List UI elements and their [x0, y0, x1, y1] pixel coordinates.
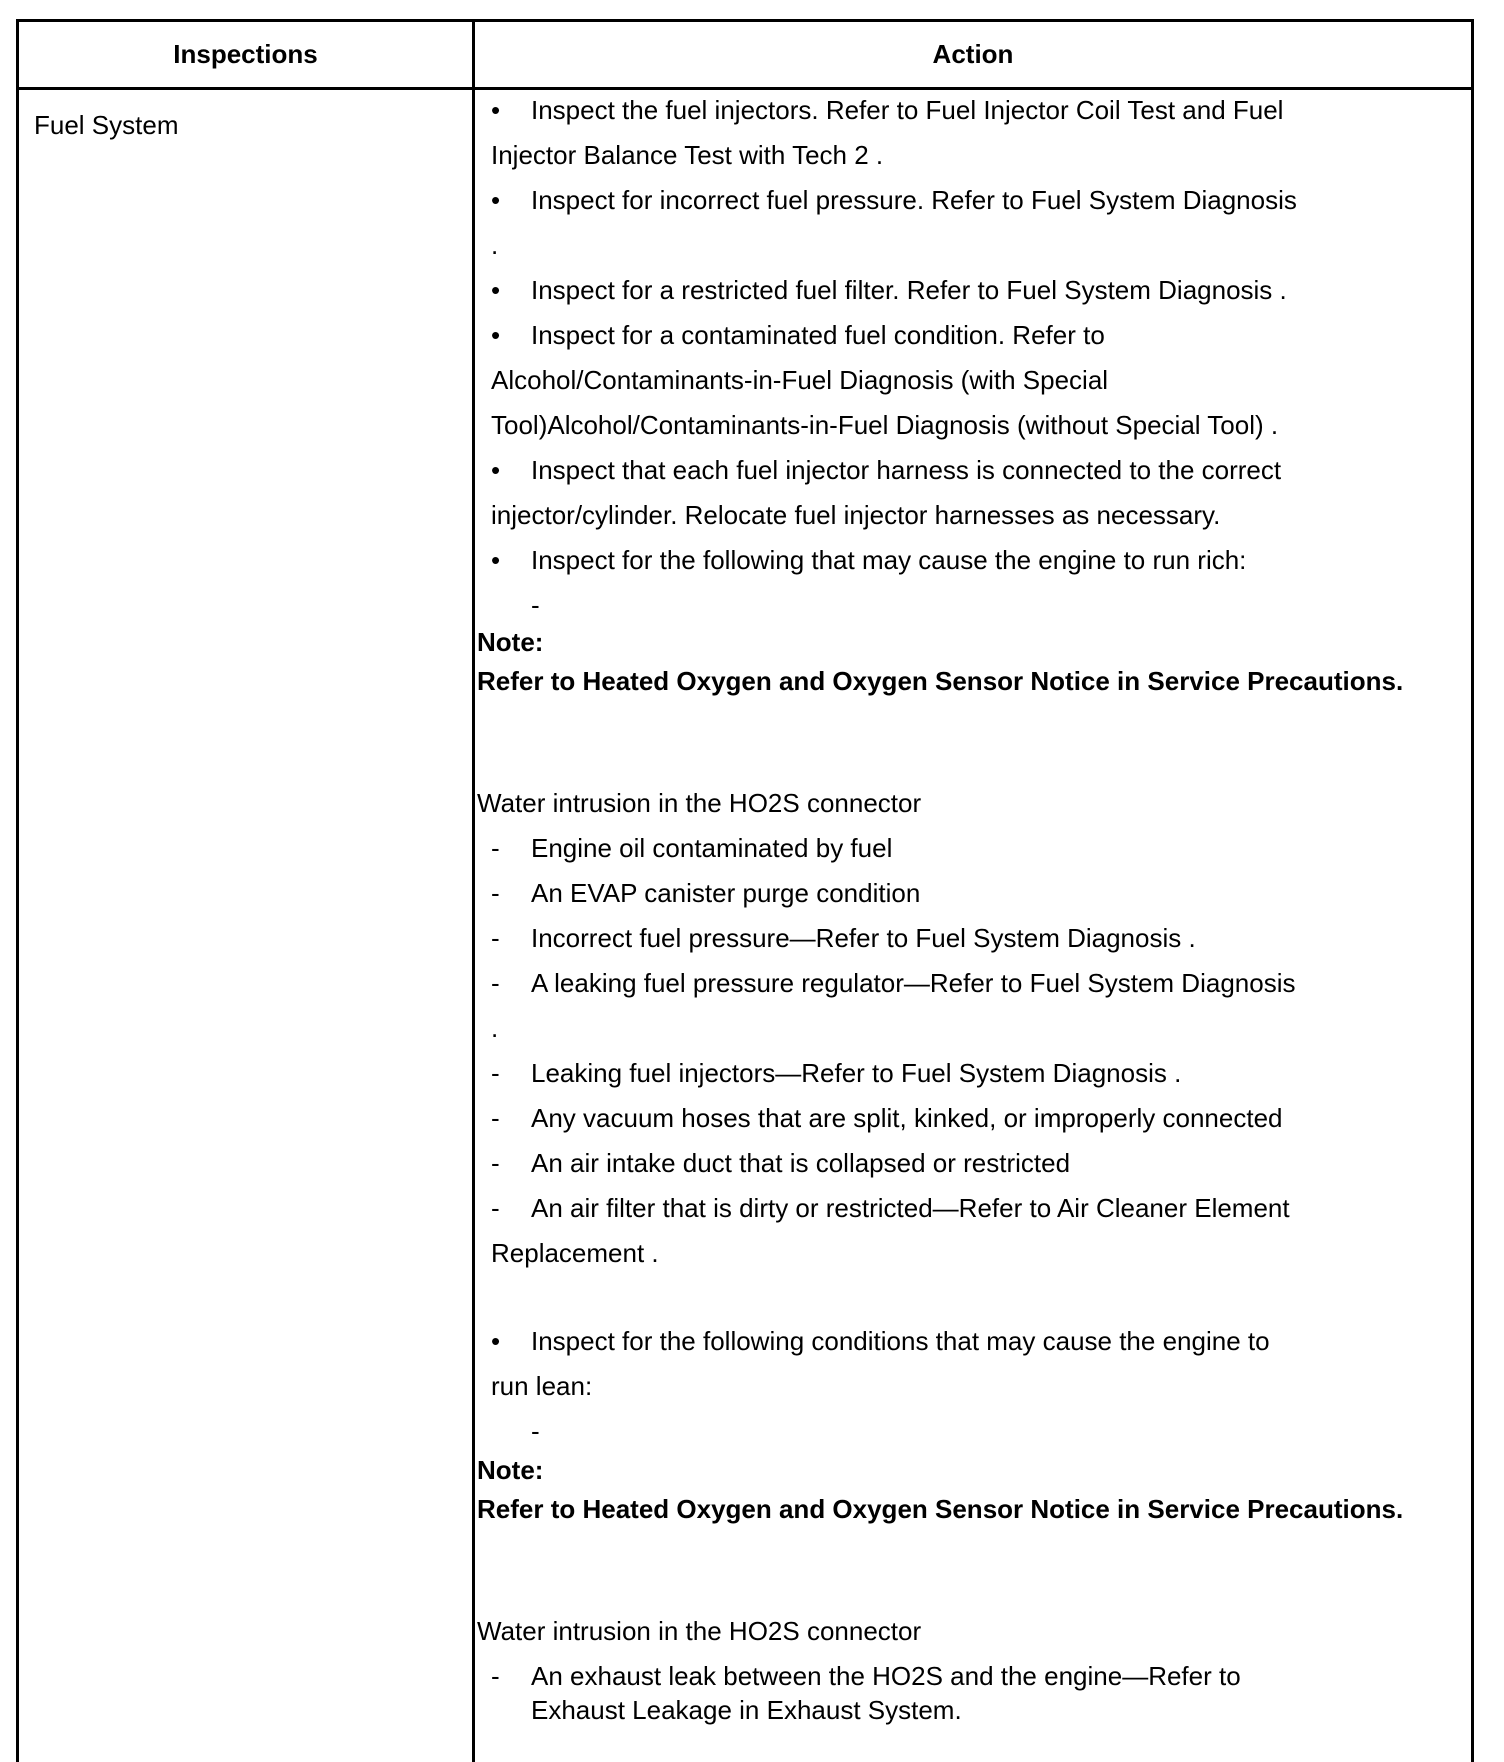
- dash-mark: -: [531, 1416, 540, 1446]
- water-intrusion-text: Water intrusion in the HO2S connector: [477, 788, 922, 818]
- column-divider: [472, 19, 475, 1762]
- dash-icon: -: [491, 923, 500, 953]
- dash-icon: -: [491, 1148, 500, 1178]
- note-label: Note:: [477, 627, 544, 657]
- note-text: Refer to Heated Oxygen and Oxygen Sensor Notice in Service Precautions.: [477, 666, 1404, 696]
- sub-list-item: - Any vacuum hoses that are split, kinked, or improperly connected: [491, 1103, 1283, 1133]
- dash-icon: -: [491, 1193, 500, 1223]
- sub-list-item: - An exhaust leak between the HO2S and the engine—Refer to: [491, 1661, 1241, 1691]
- inspection-cell: Fuel System: [34, 110, 179, 140]
- dash-icon: -: [491, 968, 500, 998]
- list-item: • Inspect for a contaminated fuel condition. Refer to: [491, 320, 1105, 350]
- dash-icon: -: [491, 833, 500, 863]
- sub-list-item: - An air filter that is dirty or restricted—Refer to Air Cleaner Element: [491, 1193, 1290, 1223]
- bullet-icon: •: [491, 95, 501, 125]
- list-item-continuation: injector/cylinder. Relocate fuel injector harnesses as necessary.: [491, 500, 1221, 530]
- bullet-icon: •: [491, 455, 501, 485]
- header-inspections: Inspections: [173, 39, 318, 69]
- list-item-continuation: run lean:: [491, 1371, 593, 1401]
- bullet-icon: •: [491, 320, 501, 350]
- header-divider: [16, 87, 1474, 90]
- list-item: • Inspect for the following conditions that may cause the engine to: [491, 1326, 1270, 1356]
- note-text: Refer to Heated Oxygen and Oxygen Sensor Notice in Service Precautions.: [477, 1494, 1404, 1524]
- bullet-icon: •: [491, 1326, 501, 1356]
- bullet-icon: •: [491, 545, 501, 575]
- bullet-icon: •: [491, 185, 501, 215]
- list-item: • Inspect the fuel injectors. Refer to Fuel Injector Coil Test and Fuel: [491, 95, 1284, 125]
- sub-list-item: - Engine oil contaminated by fuel: [491, 833, 893, 863]
- sub-list-item-continuation: Exhaust Leakage in Exhaust System.: [531, 1695, 962, 1725]
- period-mark: .: [491, 230, 499, 260]
- list-item: • Inspect that each fuel injector harness is connected to the correct: [491, 455, 1282, 485]
- dash-icon: -: [491, 1661, 500, 1691]
- list-item: • Inspect for incorrect fuel pressure. Refer to Fuel System Diagnosis: [491, 185, 1297, 215]
- period-mark: .: [491, 1013, 499, 1043]
- dash-icon: -: [491, 1058, 500, 1088]
- sub-list-item: - Incorrect fuel pressure—Refer to Fuel System Diagnosis .: [491, 923, 1196, 953]
- sub-list-item: - An air intake duct that is collapsed or restricted: [491, 1148, 1071, 1178]
- bullet-icon: •: [491, 275, 501, 305]
- list-item-continuation: Tool)Alcohol/Contaminants-in-Fuel Diagnosis (without Special Tool) .: [491, 410, 1279, 440]
- list-item-continuation: Injector Balance Test with Tech 2 .: [491, 140, 884, 170]
- dash-icon: -: [491, 878, 500, 908]
- sub-list-item: - Leaking fuel injectors—Refer to Fuel System Diagnosis .: [491, 1058, 1182, 1088]
- dash-mark: -: [531, 590, 540, 620]
- list-item: • Inspect for a restricted fuel filter. Refer to Fuel System Diagnosis .: [491, 275, 1287, 305]
- note-label: Note:: [477, 1455, 544, 1485]
- header-action: Action: [932, 39, 1014, 69]
- list-item-continuation: Alcohol/Contaminants-in-Fuel Diagnosis (with Special: [491, 365, 1109, 395]
- sub-list-item: - An EVAP canister purge condition: [491, 878, 921, 908]
- sub-list-item-continuation: Replacement .: [491, 1238, 659, 1268]
- sub-list-item: - A leaking fuel pressure regulator—Refer to Fuel System Diagnosis: [491, 968, 1296, 998]
- dash-icon: -: [491, 1103, 500, 1133]
- list-item: • Inspect for the following that may cause the engine to run rich:: [491, 545, 1247, 575]
- water-intrusion-text: Water intrusion in the HO2S connector: [477, 1616, 922, 1646]
